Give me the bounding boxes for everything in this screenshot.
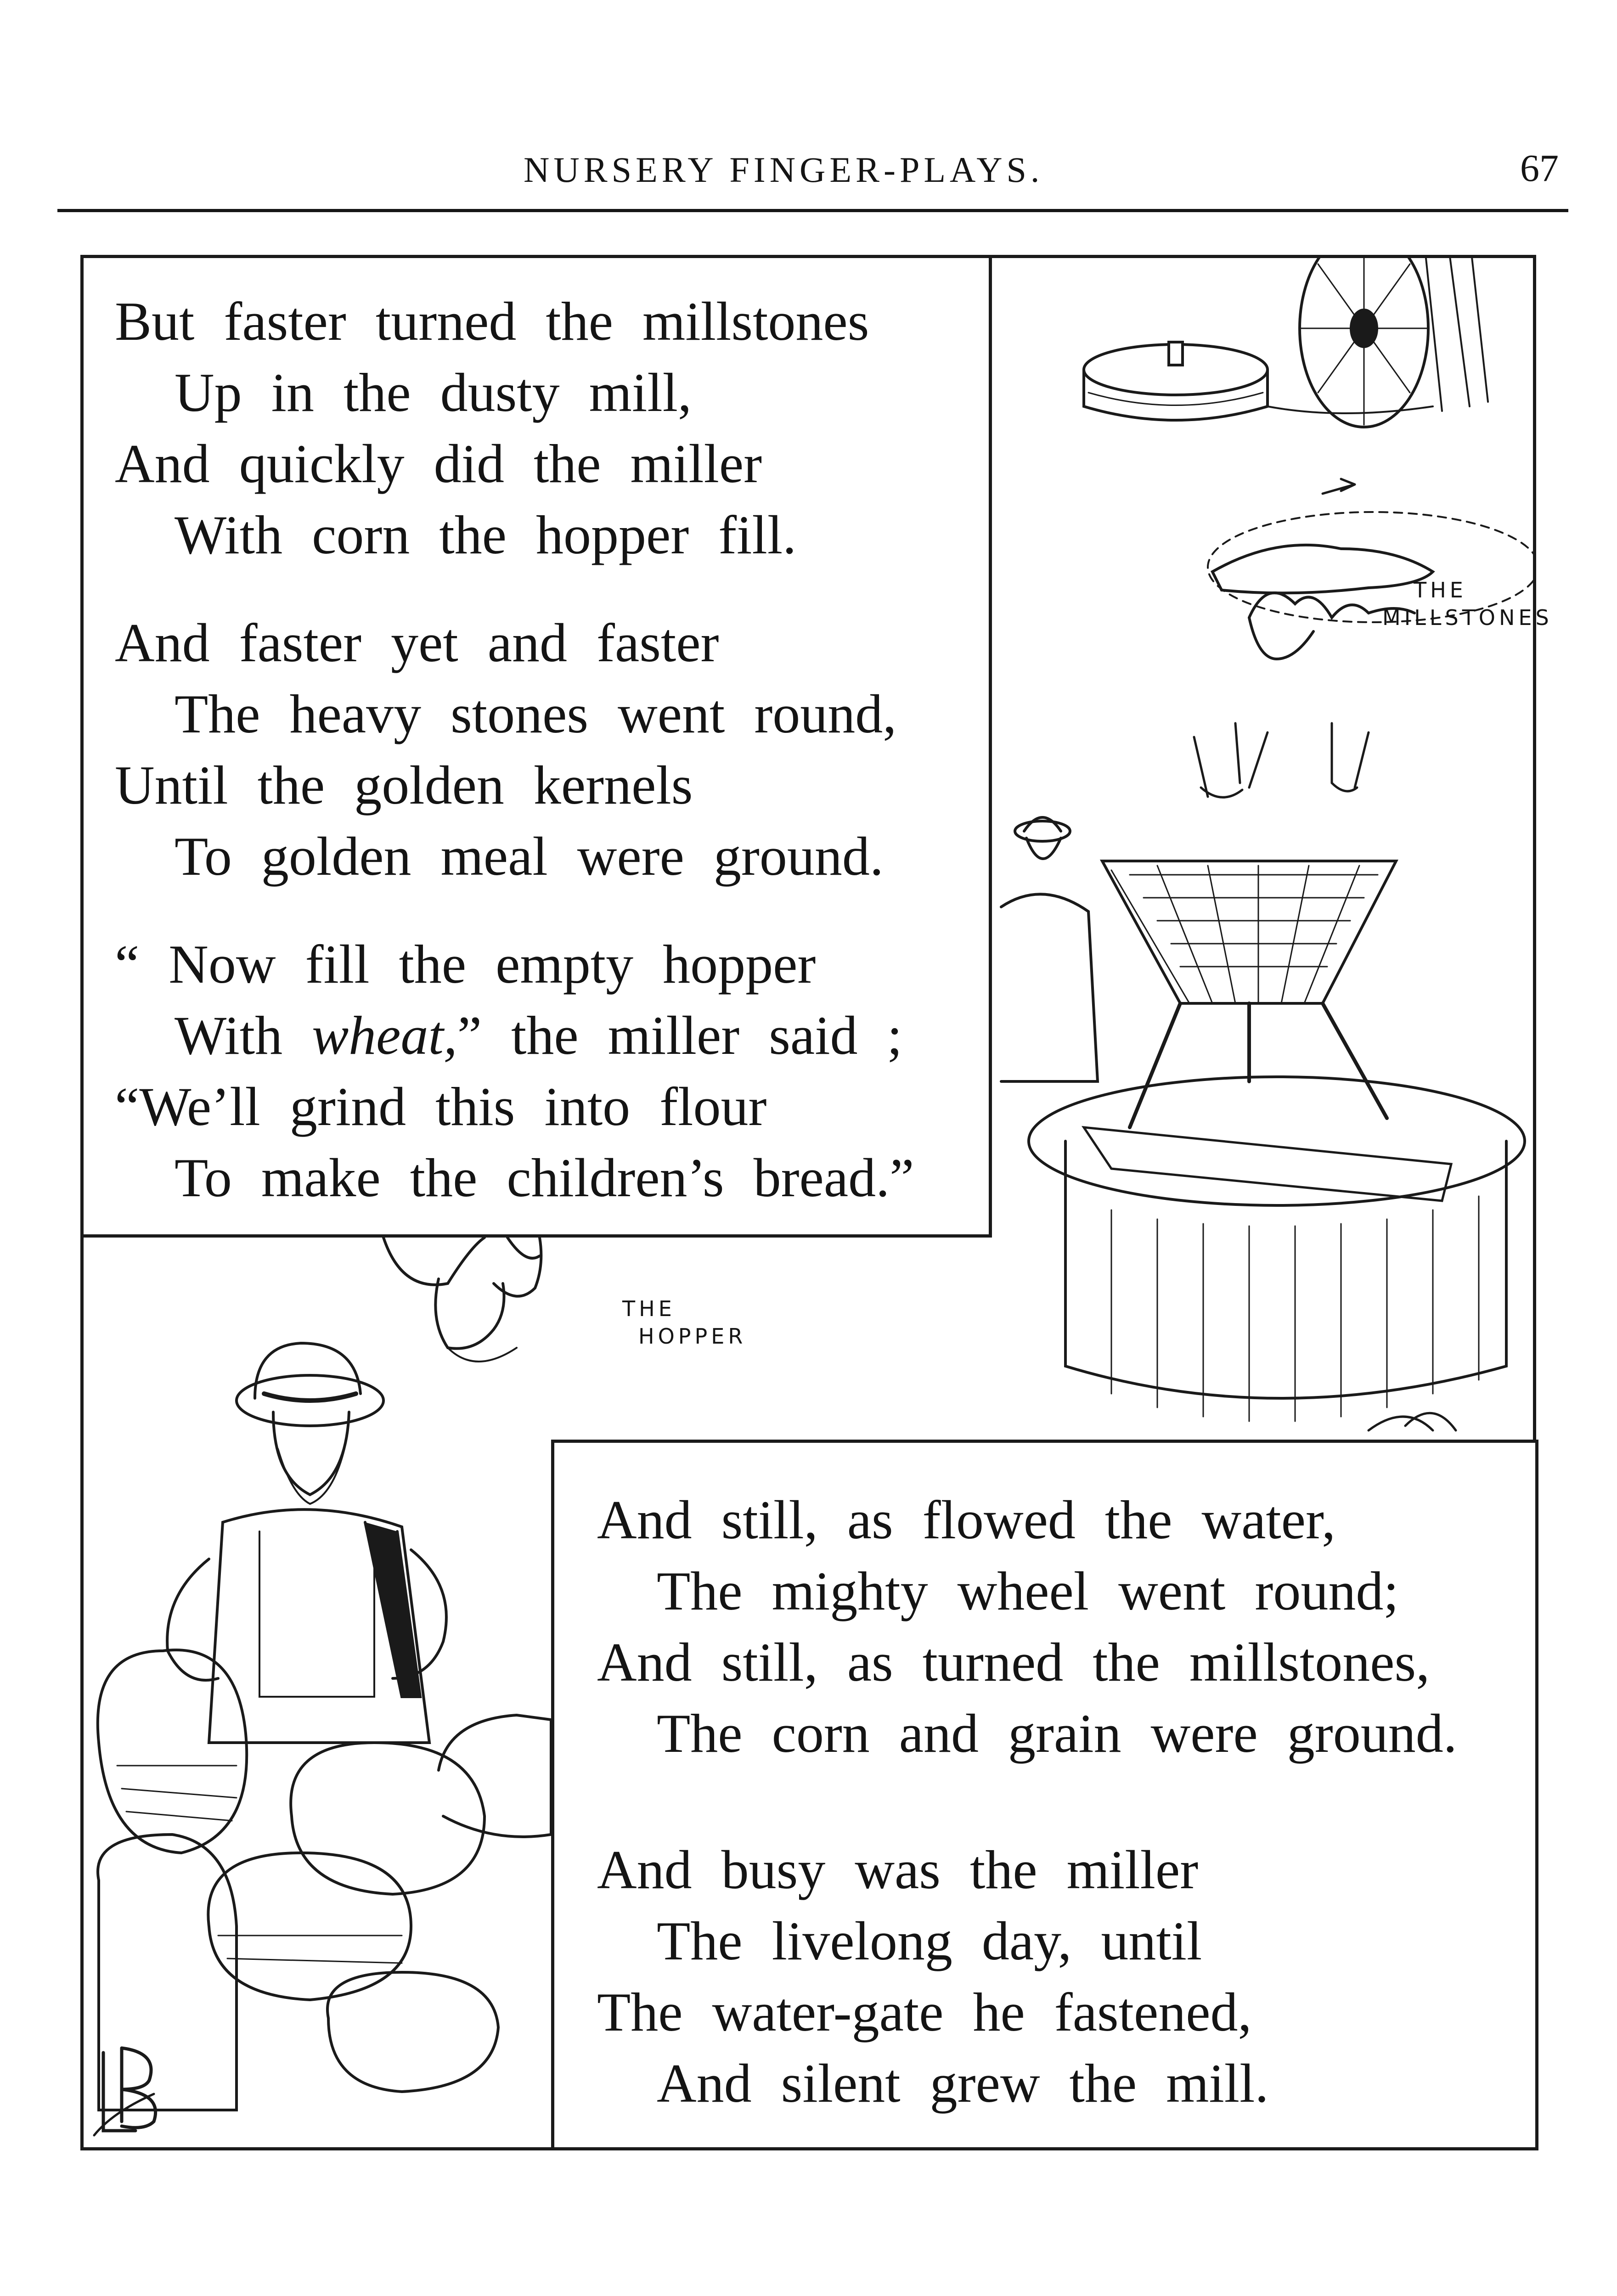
- poem-line: And busy was the miller: [597, 1839, 1199, 1900]
- poem-box-bottom: [551, 1440, 1538, 2150]
- poem-line: The corn and grain were ground.: [657, 1703, 1457, 1764]
- millstones-caption: [1382, 576, 1553, 631]
- miller-illustration: [80, 1238, 551, 2150]
- stanza: [597, 1484, 1535, 1769]
- poem-line: With corn the hopper fill.: [175, 504, 797, 565]
- hopper-caption-line2: HOPPER: [638, 1324, 747, 1349]
- millstones-illustration: [992, 255, 1536, 1495]
- millstones-caption-line2: MILLSTONES: [1382, 605, 1553, 630]
- artist-monogram: [85, 2039, 168, 2144]
- poem-line: [115, 1000, 989, 1071]
- hopper-caption: [622, 1295, 746, 1350]
- poem-line: “ Now fill the empty hopper: [115, 934, 816, 995]
- poem-line: The heavy stones went round,: [175, 683, 897, 744]
- hopper-caption-line1: THE: [622, 1296, 676, 1321]
- poem-line: Until the golden kernels: [115, 754, 693, 816]
- stanza: [115, 286, 989, 570]
- page-number: 67: [1520, 147, 1559, 190]
- poem-line: And quickly did the miller: [115, 433, 762, 494]
- running-head: NURSERY FINGER-PLAYS.: [524, 150, 1044, 190]
- poem-line: “We’ll grind this into flour: [115, 1076, 767, 1137]
- poem-line: The livelong day, until: [657, 1910, 1202, 1971]
- poem-line: The water-gate he fastened,: [597, 1981, 1252, 2043]
- italic-word: wheat,: [312, 1005, 457, 1066]
- poem-line: The mighty wheel went round;: [657, 1560, 1399, 1621]
- poem-line: Up in the dusty mill,: [175, 362, 692, 423]
- poem-line: And still, as flowed the water,: [597, 1489, 1336, 1550]
- poem-line: And silent grew the mill.: [657, 2053, 1269, 2114]
- header-rule: [57, 209, 1568, 212]
- poem-line: To golden meal were ground.: [175, 826, 884, 887]
- poem-line-pre: With: [175, 1005, 312, 1066]
- poem-line: And faster yet and faster: [115, 612, 719, 673]
- poem-line: But faster turned the millstones: [115, 291, 869, 352]
- poem-line-post: ” the miller said ;: [457, 1005, 902, 1066]
- stanza: [115, 929, 989, 1213]
- poem-box-top: [80, 255, 992, 1238]
- stanza: [115, 607, 989, 892]
- poem-line: And still, as turned the millstones,: [597, 1632, 1430, 1693]
- stanza: [597, 1834, 1535, 2119]
- millstones-caption-line1: THE: [1414, 578, 1467, 602]
- poem-line: To make the children’s bread.”: [175, 1147, 914, 1208]
